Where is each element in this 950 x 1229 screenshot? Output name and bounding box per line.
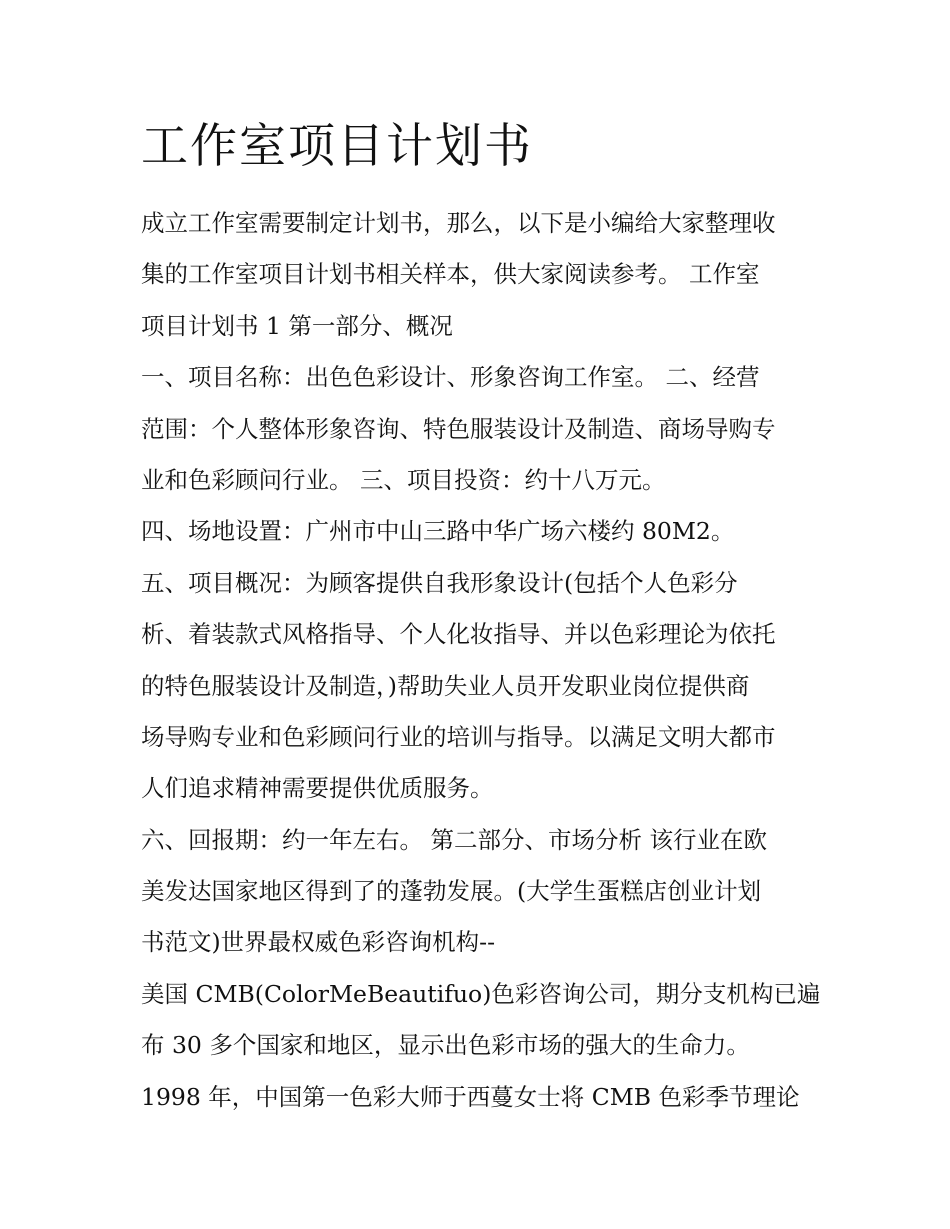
body-line: 1998 年，中国第一色彩大师于西蔓女士将 CMB 色彩季节理论: [141, 1082, 800, 1111]
body-line: 一、项目名称：出色色彩设计、形象咨询工作室。 二、经营: [141, 363, 760, 392]
body-line: 美国 CMB(ColorMeBeautifuo)色彩咨询公司，期分支机构已遍: [141, 979, 821, 1008]
body-line: 场导购专业和色彩顾问行业的培训与指导。以满足文明大都市: [141, 722, 776, 751]
body-line: 六、回报期：约一年左右。 第二部分、市场分析 该行业在欧: [141, 825, 767, 854]
body-line: 析、着装款式风格指导、个人化妆指导、并以色彩理论为依托: [141, 620, 776, 649]
body-line: 四、场地设置：广州市中山三路中华广场六楼约 80M2。: [141, 517, 735, 546]
body-line: 范围：个人整体形象咨询、特色服装设计及制造、商场导购专: [141, 414, 776, 443]
body-line: 布 30 多个国家和地区，显示出色彩市场的强大的生命力。: [141, 1031, 750, 1060]
body-line: 人们追求精神需要提供优质服务。: [141, 774, 494, 803]
body-line: 集的工作室项目计划书相关样本，供大家阅读参考。 工作室: [141, 260, 760, 289]
body-line: 成立工作室需要制定计划书，那么，以下是小编给大家整理收: [141, 209, 776, 237]
document-body: [141, 198, 821, 1123]
body-line: 业和色彩顾问行业。 三、项目投资：约十八万元。: [141, 465, 666, 494]
page-title: 工作室项目计划书: [141, 119, 533, 174]
body-line: 美发达国家地区得到了的蓬勃发展。(大学生蛋糕店创业计划: [141, 877, 762, 906]
body-line: 的特色服装设计及制造，)帮助失业人员开发职业岗位提供商: [141, 671, 750, 700]
body-line: 书范文)世界最权威色彩咨询机构--: [141, 928, 496, 957]
body-line: 项目计划书 1 第一部分、概况: [141, 311, 453, 340]
body-line: 五、项目概况：为顾客提供自我形象设计(包括个人色彩分: [141, 568, 738, 597]
